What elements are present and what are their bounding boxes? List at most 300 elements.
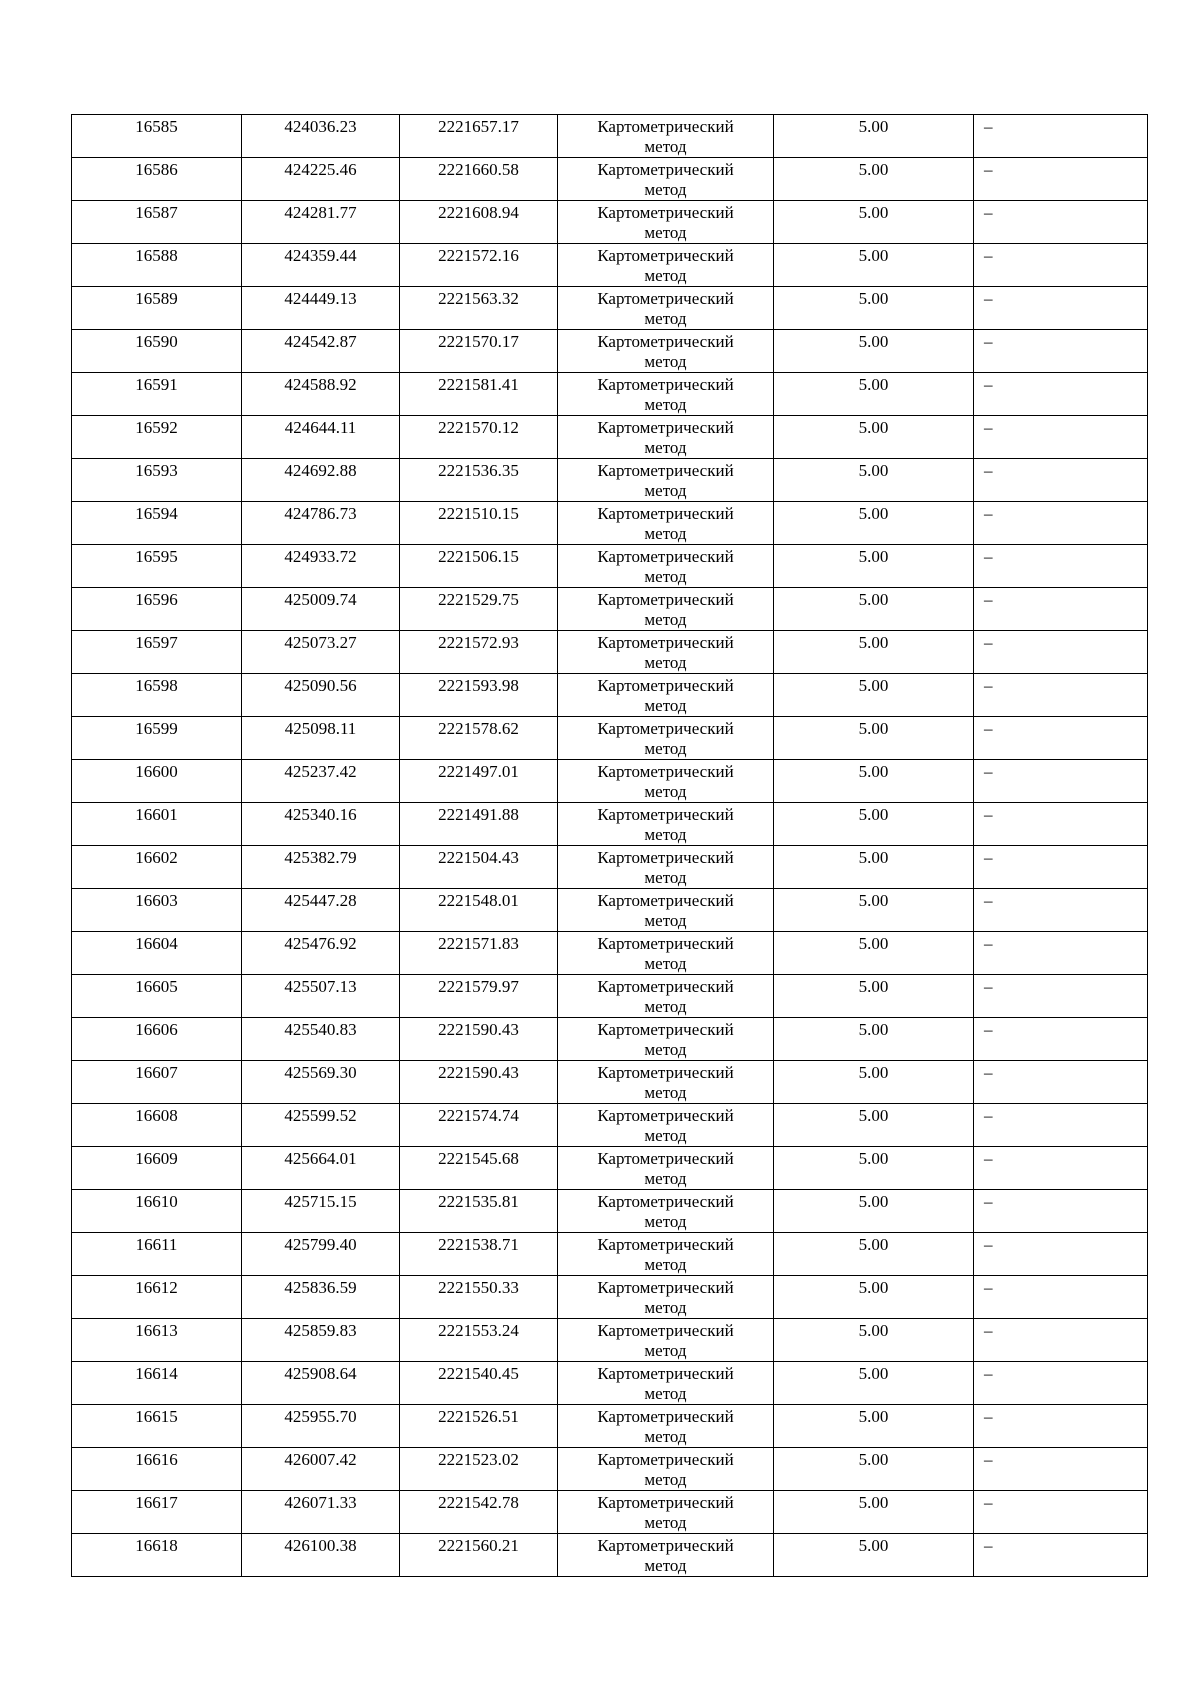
method-line-2: метод — [644, 1083, 687, 1102]
accuracy-cell: 5.00 — [774, 889, 974, 932]
accuracy-cell: 5.00 — [774, 1405, 974, 1448]
description-cell: – — [974, 1061, 1148, 1104]
description-cell: – — [974, 760, 1148, 803]
point-number-cell: 16587 — [72, 201, 242, 244]
table-row — [72, 1276, 1148, 1319]
method-line-2: метод — [644, 1040, 687, 1059]
description-cell: – — [974, 588, 1148, 631]
x-coordinate-cell: 424588.92 — [242, 373, 400, 416]
description-cell: – — [974, 115, 1148, 158]
y-coordinate-cell: 2221497.01 — [400, 760, 558, 803]
y-coordinate-cell: 2221545.68 — [400, 1147, 558, 1190]
method-cell — [558, 244, 774, 287]
point-number-cell: 16615 — [72, 1405, 242, 1448]
table-row — [72, 287, 1148, 330]
coordinates-table-body — [72, 115, 1148, 1577]
point-number-cell: 16590 — [72, 330, 242, 373]
method-line-1: Картометрический — [597, 160, 734, 179]
method-line-1: Картометрический — [597, 1235, 734, 1254]
method-line-2: метод — [644, 825, 687, 844]
method-cell — [558, 1061, 774, 1104]
point-number-cell: 16605 — [72, 975, 242, 1018]
point-number-cell: 16618 — [72, 1534, 242, 1577]
method-line-1: Картометрический — [597, 1450, 734, 1469]
method-cell — [558, 115, 774, 158]
point-number-cell: 16604 — [72, 932, 242, 975]
accuracy-cell: 5.00 — [774, 932, 974, 975]
y-coordinate-cell: 2221523.02 — [400, 1448, 558, 1491]
point-number-cell: 16616 — [72, 1448, 242, 1491]
description-cell: – — [974, 1448, 1148, 1491]
y-coordinate-cell: 2221657.17 — [400, 115, 558, 158]
y-coordinate-cell: 2221529.75 — [400, 588, 558, 631]
accuracy-cell: 5.00 — [774, 244, 974, 287]
x-coordinate-cell: 425340.16 — [242, 803, 400, 846]
y-coordinate-cell: 2221536.35 — [400, 459, 558, 502]
method-cell — [558, 975, 774, 1018]
x-coordinate-cell: 424692.88 — [242, 459, 400, 502]
x-coordinate-cell: 425009.74 — [242, 588, 400, 631]
method-line-2: метод — [644, 739, 687, 758]
description-cell: – — [974, 330, 1148, 373]
accuracy-cell: 5.00 — [774, 588, 974, 631]
accuracy-cell: 5.00 — [774, 1233, 974, 1276]
point-number-cell: 16617 — [72, 1491, 242, 1534]
table-row — [72, 846, 1148, 889]
description-cell: – — [974, 1405, 1148, 1448]
method-line-2: метод — [644, 653, 687, 672]
point-number-cell: 16599 — [72, 717, 242, 760]
point-number-cell: 16592 — [72, 416, 242, 459]
y-coordinate-cell: 2221590.43 — [400, 1061, 558, 1104]
description-cell: – — [974, 459, 1148, 502]
point-number-cell: 16610 — [72, 1190, 242, 1233]
method-line-2: метод — [644, 137, 687, 156]
method-line-1: Картометрический — [597, 461, 734, 480]
method-line-2: метод — [644, 696, 687, 715]
method-cell — [558, 846, 774, 889]
description-cell: – — [974, 674, 1148, 717]
description-cell: – — [974, 1018, 1148, 1061]
point-number-cell: 16606 — [72, 1018, 242, 1061]
x-coordinate-cell: 424542.87 — [242, 330, 400, 373]
x-coordinate-cell: 424036.23 — [242, 115, 400, 158]
x-coordinate-cell: 425507.13 — [242, 975, 400, 1018]
method-line-2: метод — [644, 1298, 687, 1317]
method-line-2: метод — [644, 782, 687, 801]
x-coordinate-cell: 425073.27 — [242, 631, 400, 674]
y-coordinate-cell: 2221572.93 — [400, 631, 558, 674]
y-coordinate-cell: 2221504.43 — [400, 846, 558, 889]
table-row — [72, 1491, 1148, 1534]
table-row — [72, 1147, 1148, 1190]
accuracy-cell: 5.00 — [774, 330, 974, 373]
point-number-cell: 16598 — [72, 674, 242, 717]
method-cell — [558, 1233, 774, 1276]
method-cell — [558, 674, 774, 717]
method-cell — [558, 803, 774, 846]
x-coordinate-cell: 424225.46 — [242, 158, 400, 201]
coordinates-table — [71, 114, 1148, 1577]
method-line-1: Картометрический — [597, 1407, 734, 1426]
x-coordinate-cell: 425715.15 — [242, 1190, 400, 1233]
description-cell: – — [974, 1491, 1148, 1534]
point-number-cell: 16596 — [72, 588, 242, 631]
method-line-1: Картометрический — [597, 1192, 734, 1211]
y-coordinate-cell: 2221535.81 — [400, 1190, 558, 1233]
point-number-cell: 16603 — [72, 889, 242, 932]
x-coordinate-cell: 425908.64 — [242, 1362, 400, 1405]
table-row — [72, 717, 1148, 760]
method-line-2: метод — [644, 266, 687, 285]
method-line-1: Картометрический — [597, 977, 734, 996]
table-row — [72, 803, 1148, 846]
y-coordinate-cell: 2221574.74 — [400, 1104, 558, 1147]
accuracy-cell: 5.00 — [774, 1362, 974, 1405]
description-cell: – — [974, 717, 1148, 760]
method-cell — [558, 416, 774, 459]
method-cell — [558, 1362, 774, 1405]
y-coordinate-cell: 2221581.41 — [400, 373, 558, 416]
y-coordinate-cell: 2221571.83 — [400, 932, 558, 975]
table-row — [72, 158, 1148, 201]
y-coordinate-cell: 2221491.88 — [400, 803, 558, 846]
table-row — [72, 1018, 1148, 1061]
x-coordinate-cell: 424644.11 — [242, 416, 400, 459]
method-cell — [558, 330, 774, 373]
method-line-1: Картометрический — [597, 1321, 734, 1340]
point-number-cell: 16609 — [72, 1147, 242, 1190]
table-row — [72, 932, 1148, 975]
accuracy-cell: 5.00 — [774, 201, 974, 244]
y-coordinate-cell: 2221550.33 — [400, 1276, 558, 1319]
method-line-2: метод — [644, 868, 687, 887]
accuracy-cell: 5.00 — [774, 1061, 974, 1104]
method-cell — [558, 889, 774, 932]
accuracy-cell: 5.00 — [774, 1276, 974, 1319]
accuracy-cell: 5.00 — [774, 545, 974, 588]
description-cell: – — [974, 1233, 1148, 1276]
method-cell — [558, 717, 774, 760]
description-cell: – — [974, 416, 1148, 459]
method-line-2: метод — [644, 1556, 687, 1575]
point-number-cell: 16593 — [72, 459, 242, 502]
accuracy-cell: 5.00 — [774, 674, 974, 717]
method-line-1: Картометрический — [597, 719, 734, 738]
table-row — [72, 760, 1148, 803]
accuracy-cell: 5.00 — [774, 287, 974, 330]
description-cell: – — [974, 201, 1148, 244]
method-cell — [558, 1319, 774, 1362]
accuracy-cell: 5.00 — [774, 1147, 974, 1190]
method-cell — [558, 1104, 774, 1147]
x-coordinate-cell: 425476.92 — [242, 932, 400, 975]
y-coordinate-cell: 2221572.16 — [400, 244, 558, 287]
method-line-2: метод — [644, 524, 687, 543]
method-line-1: Картометрический — [597, 289, 734, 308]
description-cell: – — [974, 1276, 1148, 1319]
x-coordinate-cell: 425859.83 — [242, 1319, 400, 1362]
method-cell — [558, 760, 774, 803]
point-number-cell: 16595 — [72, 545, 242, 588]
table-row — [72, 1190, 1148, 1233]
y-coordinate-cell: 2221578.62 — [400, 717, 558, 760]
method-line-2: метод — [644, 1341, 687, 1360]
method-cell — [558, 287, 774, 330]
method-cell — [558, 459, 774, 502]
accuracy-cell: 5.00 — [774, 115, 974, 158]
x-coordinate-cell: 426071.33 — [242, 1491, 400, 1534]
method-line-1: Картометрический — [597, 1063, 734, 1082]
point-number-cell: 16589 — [72, 287, 242, 330]
method-line-2: метод — [644, 567, 687, 586]
table-row — [72, 201, 1148, 244]
point-number-cell: 16597 — [72, 631, 242, 674]
method-cell — [558, 373, 774, 416]
method-line-2: метод — [644, 180, 687, 199]
method-cell — [558, 1534, 774, 1577]
table-row — [72, 674, 1148, 717]
y-coordinate-cell: 2221570.12 — [400, 416, 558, 459]
description-cell: – — [974, 631, 1148, 674]
y-coordinate-cell: 2221553.24 — [400, 1319, 558, 1362]
method-line-1: Картометрический — [597, 762, 734, 781]
method-line-1: Картометрический — [597, 805, 734, 824]
description-cell: – — [974, 975, 1148, 1018]
y-coordinate-cell: 2221540.45 — [400, 1362, 558, 1405]
description-cell: – — [974, 373, 1148, 416]
method-line-2: метод — [644, 610, 687, 629]
method-cell — [558, 1018, 774, 1061]
y-coordinate-cell: 2221506.15 — [400, 545, 558, 588]
table-row — [72, 1233, 1148, 1276]
accuracy-cell: 5.00 — [774, 1018, 974, 1061]
point-number-cell: 16586 — [72, 158, 242, 201]
accuracy-cell: 5.00 — [774, 416, 974, 459]
method-cell — [558, 1491, 774, 1534]
y-coordinate-cell: 2221608.94 — [400, 201, 558, 244]
table-row — [72, 502, 1148, 545]
method-line-1: Картометрический — [597, 891, 734, 910]
table-row — [72, 545, 1148, 588]
y-coordinate-cell: 2221563.32 — [400, 287, 558, 330]
table-row — [72, 631, 1148, 674]
x-coordinate-cell: 425569.30 — [242, 1061, 400, 1104]
description-cell: – — [974, 803, 1148, 846]
table-row — [72, 373, 1148, 416]
point-number-cell: 16588 — [72, 244, 242, 287]
method-line-1: Картометрический — [597, 418, 734, 437]
method-line-1: Картометрический — [597, 934, 734, 953]
table-row — [72, 1061, 1148, 1104]
point-number-cell: 16608 — [72, 1104, 242, 1147]
method-line-2: метод — [644, 352, 687, 371]
table-row — [72, 588, 1148, 631]
description-cell: – — [974, 846, 1148, 889]
method-line-1: Картометрический — [597, 1106, 734, 1125]
x-coordinate-cell: 424449.13 — [242, 287, 400, 330]
table-row — [72, 459, 1148, 502]
method-line-1: Картометрический — [597, 848, 734, 867]
accuracy-cell: 5.00 — [774, 502, 974, 545]
description-cell: – — [974, 1534, 1148, 1577]
x-coordinate-cell: 425836.59 — [242, 1276, 400, 1319]
x-coordinate-cell: 425955.70 — [242, 1405, 400, 1448]
method-cell — [558, 932, 774, 975]
accuracy-cell: 5.00 — [774, 717, 974, 760]
point-number-cell: 16613 — [72, 1319, 242, 1362]
description-cell: – — [974, 244, 1148, 287]
accuracy-cell: 5.00 — [774, 975, 974, 1018]
method-line-2: метод — [644, 997, 687, 1016]
y-coordinate-cell: 2221660.58 — [400, 158, 558, 201]
description-cell: – — [974, 158, 1148, 201]
point-number-cell: 16611 — [72, 1233, 242, 1276]
accuracy-cell: 5.00 — [774, 158, 974, 201]
table-row — [72, 1319, 1148, 1362]
method-line-1: Картометрический — [597, 1020, 734, 1039]
accuracy-cell: 5.00 — [774, 1448, 974, 1491]
x-coordinate-cell: 424786.73 — [242, 502, 400, 545]
table-row — [72, 889, 1148, 932]
table-row — [72, 1448, 1148, 1491]
accuracy-cell: 5.00 — [774, 1491, 974, 1534]
method-line-2: метод — [644, 481, 687, 500]
method-cell — [558, 588, 774, 631]
point-number-cell: 16591 — [72, 373, 242, 416]
method-cell — [558, 1190, 774, 1233]
method-line-1: Картометрический — [597, 375, 734, 394]
method-cell — [558, 158, 774, 201]
method-line-1: Картометрический — [597, 1493, 734, 1512]
description-cell: – — [974, 287, 1148, 330]
accuracy-cell: 5.00 — [774, 459, 974, 502]
point-number-cell: 16612 — [72, 1276, 242, 1319]
method-line-2: метод — [644, 1470, 687, 1489]
x-coordinate-cell: 424281.77 — [242, 201, 400, 244]
point-number-cell: 16600 — [72, 760, 242, 803]
y-coordinate-cell: 2221570.17 — [400, 330, 558, 373]
x-coordinate-cell: 425098.11 — [242, 717, 400, 760]
method-line-1: Картометрический — [597, 633, 734, 652]
accuracy-cell: 5.00 — [774, 1190, 974, 1233]
method-cell — [558, 631, 774, 674]
method-line-2: метод — [644, 1212, 687, 1231]
method-cell — [558, 502, 774, 545]
x-coordinate-cell: 425799.40 — [242, 1233, 400, 1276]
method-line-1: Картометрический — [597, 590, 734, 609]
accuracy-cell: 5.00 — [774, 631, 974, 674]
y-coordinate-cell: 2221548.01 — [400, 889, 558, 932]
x-coordinate-cell: 425382.79 — [242, 846, 400, 889]
method-cell — [558, 1405, 774, 1448]
method-line-2: метод — [644, 223, 687, 242]
method-line-1: Картометрический — [597, 203, 734, 222]
method-line-1: Картометрический — [597, 547, 734, 566]
y-coordinate-cell: 2221590.43 — [400, 1018, 558, 1061]
method-line-2: метод — [644, 911, 687, 930]
method-line-1: Картометрический — [597, 1278, 734, 1297]
table-row — [72, 330, 1148, 373]
method-line-2: метод — [644, 1126, 687, 1145]
x-coordinate-cell: 425447.28 — [242, 889, 400, 932]
x-coordinate-cell: 424359.44 — [242, 244, 400, 287]
description-cell: – — [974, 1190, 1148, 1233]
y-coordinate-cell: 2221579.97 — [400, 975, 558, 1018]
x-coordinate-cell: 425664.01 — [242, 1147, 400, 1190]
method-line-1: Картометрический — [597, 1536, 734, 1555]
method-line-1: Картометрический — [597, 504, 734, 523]
description-cell: – — [974, 932, 1148, 975]
y-coordinate-cell: 2221542.78 — [400, 1491, 558, 1534]
table-row — [72, 1534, 1148, 1577]
y-coordinate-cell: 2221526.51 — [400, 1405, 558, 1448]
method-line-1: Картометрический — [597, 1364, 734, 1383]
method-line-1: Картометрический — [597, 117, 734, 136]
accuracy-cell: 5.00 — [774, 846, 974, 889]
table-row — [72, 115, 1148, 158]
x-coordinate-cell: 425540.83 — [242, 1018, 400, 1061]
method-cell — [558, 1448, 774, 1491]
x-coordinate-cell: 425599.52 — [242, 1104, 400, 1147]
table-row — [72, 1405, 1148, 1448]
x-coordinate-cell: 424933.72 — [242, 545, 400, 588]
point-number-cell: 16594 — [72, 502, 242, 545]
table-row — [72, 416, 1148, 459]
description-cell: – — [974, 1104, 1148, 1147]
table-row — [72, 1104, 1148, 1147]
table-row — [72, 244, 1148, 287]
method-cell — [558, 545, 774, 588]
point-number-cell: 16602 — [72, 846, 242, 889]
accuracy-cell: 5.00 — [774, 373, 974, 416]
y-coordinate-cell: 2221510.15 — [400, 502, 558, 545]
method-cell — [558, 201, 774, 244]
method-line-2: метод — [644, 1384, 687, 1403]
method-line-2: метод — [644, 309, 687, 328]
x-coordinate-cell: 425090.56 — [242, 674, 400, 717]
description-cell: – — [974, 502, 1148, 545]
accuracy-cell: 5.00 — [774, 1319, 974, 1362]
table-row — [72, 975, 1148, 1018]
method-line-2: метод — [644, 395, 687, 414]
accuracy-cell: 5.00 — [774, 803, 974, 846]
x-coordinate-cell: 425237.42 — [242, 760, 400, 803]
method-line-1: Картометрический — [597, 332, 734, 351]
table-row — [72, 1362, 1148, 1405]
y-coordinate-cell: 2221560.21 — [400, 1534, 558, 1577]
point-number-cell: 16585 — [72, 115, 242, 158]
method-line-2: метод — [644, 438, 687, 457]
method-line-1: Картометрический — [597, 246, 734, 265]
method-line-2: метод — [644, 1427, 687, 1446]
point-number-cell: 16601 — [72, 803, 242, 846]
y-coordinate-cell: 2221593.98 — [400, 674, 558, 717]
accuracy-cell: 5.00 — [774, 1104, 974, 1147]
method-line-1: Картометрический — [597, 676, 734, 695]
x-coordinate-cell: 426007.42 — [242, 1448, 400, 1491]
method-line-2: метод — [644, 1513, 687, 1532]
description-cell: – — [974, 1319, 1148, 1362]
method-line-2: метод — [644, 1169, 687, 1188]
accuracy-cell: 5.00 — [774, 760, 974, 803]
point-number-cell: 16614 — [72, 1362, 242, 1405]
description-cell: – — [974, 1147, 1148, 1190]
method-cell — [558, 1276, 774, 1319]
method-line-2: метод — [644, 954, 687, 973]
description-cell: – — [974, 545, 1148, 588]
point-number-cell: 16607 — [72, 1061, 242, 1104]
